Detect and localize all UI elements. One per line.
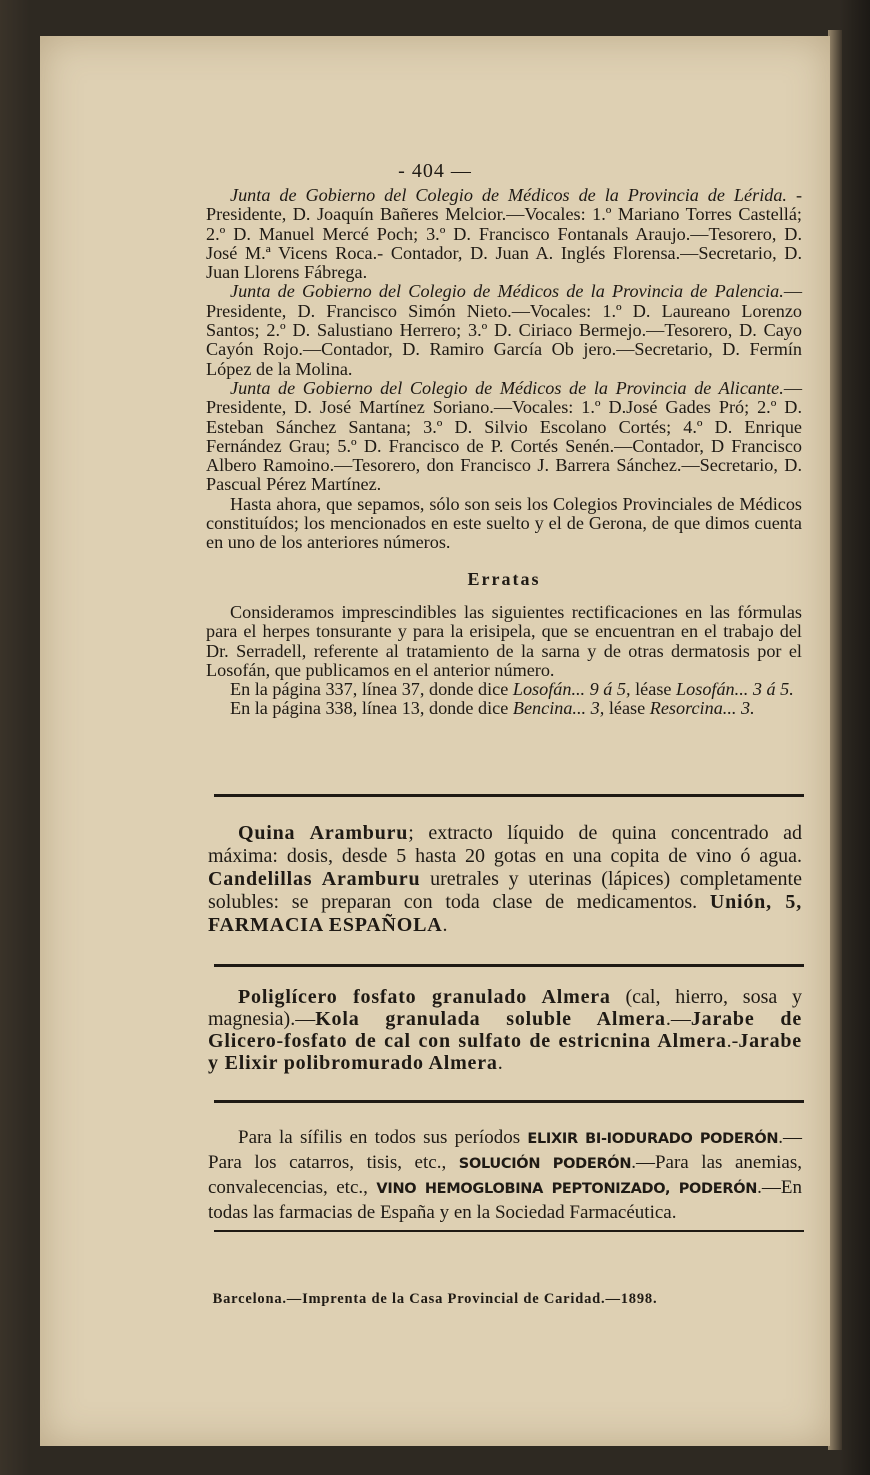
brand-candelillas-aramburu: Candelillas Aramburu <box>208 868 421 890</box>
divider-rule <box>214 1100 804 1103</box>
brand-kola-almera: Kola granulada soluble Almera <box>315 1008 666 1030</box>
printer-footer: Barcelona.—Imprenta de la Casa Provincial de Caridad.—1898. <box>212 1291 658 1307</box>
brand-vino-poderon: VINO HEMOGLOBINA PEPTONIZADO, PODERÓN <box>376 1181 758 1197</box>
erratas-heading: Erratas <box>467 568 541 589</box>
next-page-edge <box>828 30 842 1450</box>
advertisement-almera: Poliglícero fosfato granulado Almera (cal, hierro, sosa y magnesia).—Kola granulada soluble Almera.—Jarabe de Glicero-fosfato de cal con sulfato de estricnina Almera.-Jarabe y Elixir polibromurado Almera. <box>208 986 803 1074</box>
article-body <box>206 186 802 719</box>
junta-palencia-text: —Presidente, D. Francisco Simón Nieto.—Vocales: 1.º D. Laureano Lorenzo Santos; 2.º D. Salustiano Herrero; 3.º D. Ciriaco Bermejo.—Tesorero, D. Cayo Cayón Rojo.—Contador, D. Ramiro García Ob jero.—Secretario, D. Fermín López de la Molina. <box>206 281 802 379</box>
junta-palencia-paragraph <box>206 282 802 378</box>
brand-quina-aramburu: Quina Aramburu <box>238 822 409 844</box>
advertisement-poderon: Para la sífilis en todos sus períodos ELIXIR BI-IODURADO PODERÓN.—Para los catarros, tisis, etc., SOLUCIÓN PODERÓN.—Para las anemias, convalecencias, etc., VINO HEMOGLOBINA PEPTONIZADO, PODERÓN.—En todas las farmacias de España y en la Sociedad Farmacéutica. <box>208 1127 802 1223</box>
advertisement-quina-aramburu: Quina Aramburu; extracto líquido de quina concentrado ad máxima: dosis, desde 5 hasta 20 gotas en una copita de vino ó agua. Candelillas Aramburu uretrales y uterinas (lápices) completamente solubles: se preparan con toda clase de medicamentos. Unión, 5, FARMACIA ESPAÑOLA. <box>208 822 803 936</box>
brand-solucion-poderon: SOLUCIÓN PODERÓN <box>458 1156 632 1172</box>
pharmacy-address: Unión, 5, FARMACIA ESPAÑOLA <box>208 891 802 936</box>
document-page <box>40 36 830 1446</box>
erratas-intro-paragraph: Consideramos imprescindibles las siguientes rectificaciones en las fórmulas para el herpes tonsurante y para la erisipela, que se encuentran en el trabajo del Dr. Serradell, referente al tratamiento de la sarna y de otras dermatosis por el Losofán, que publicamos en el anterior número. <box>206 601 802 680</box>
junta-palencia-title: Junta de Gobierno del Colegio de Médicos de la Provincia de Palencia. <box>230 281 784 302</box>
errata-item: En la página 338, línea 13, donde dice Bencina... 3, léase Resorcina... 3. <box>230 698 755 719</box>
brand-elixir-poderon: ELIXIR BI-IODURADO PODERÓN <box>527 1131 779 1147</box>
junta-lerida-text: -Presidente, D. Joaquín Bañeres Melcior.—Vocales: 1.º Mariano Torres Castellá; 2.º D. Manuel Mercé Poch; 3.º D. Francisco Fontanals Araujo.—Tesorero, D. José M.ª Vicens Roca.- Contador, D. Juan A. Inglés Florensa.—Secretario, D. Juan Llorens Fábrega. <box>206 185 802 283</box>
page-number: - 404 — <box>398 160 472 182</box>
junta-alicante-title: Junta de Gobierno del Colegio de Médicos de la Provincia de Alicante. <box>230 377 784 398</box>
junta-alicante-text: —Presidente, D. José Martínez Soriano.—Vocales: 1.º D.José Gades Pró; 2.º D. Esteban Sánchez Santana; 3.º D. Silvio Escolano Cortés; 4.º D. Enrique Fernández Grau; 5.º D. Francisco de P. Cortés Senén.—Contador, D Francisco Albero Ramoino.—Tesorero, don Francisco J. Barrera Sánchez.—Secretario, D. Pascual Pérez Martínez. <box>206 377 802 495</box>
colegios-summary-paragraph: Hasta ahora, que sepamos, sólo son seis los Colegios Provinciales de Médicos constituídos; los mencionados en este suelto y el de Gerona, de que dimos cuenta en uno de los anteriores números. <box>206 493 802 553</box>
errata-item: En la página 337, línea 37, donde dice Losofán... 9 á 5, léase Losofán... 3 á 5. <box>230 679 794 700</box>
brand-jarabe-glicero-almera: Jarabe de Glicero-fosfato de cal con sulfato de estricnina Almera <box>208 1008 803 1052</box>
divider-rule <box>214 964 804 967</box>
junta-lerida-paragraph <box>206 186 802 282</box>
junta-lerida-title: Junta de Gobierno del Colegio de Médicos de la Provincia de Lérida. <box>230 185 787 205</box>
junta-alicante-paragraph <box>206 379 802 495</box>
divider-rule <box>214 1230 804 1232</box>
brand-poliglicero-almera: Poliglícero fosfato granulado Almera <box>238 986 611 1008</box>
divider-rule <box>214 794 804 797</box>
brand-elixir-polibromurado-almera: Jarabe y Elixir polibromurado Almera <box>208 1030 802 1074</box>
